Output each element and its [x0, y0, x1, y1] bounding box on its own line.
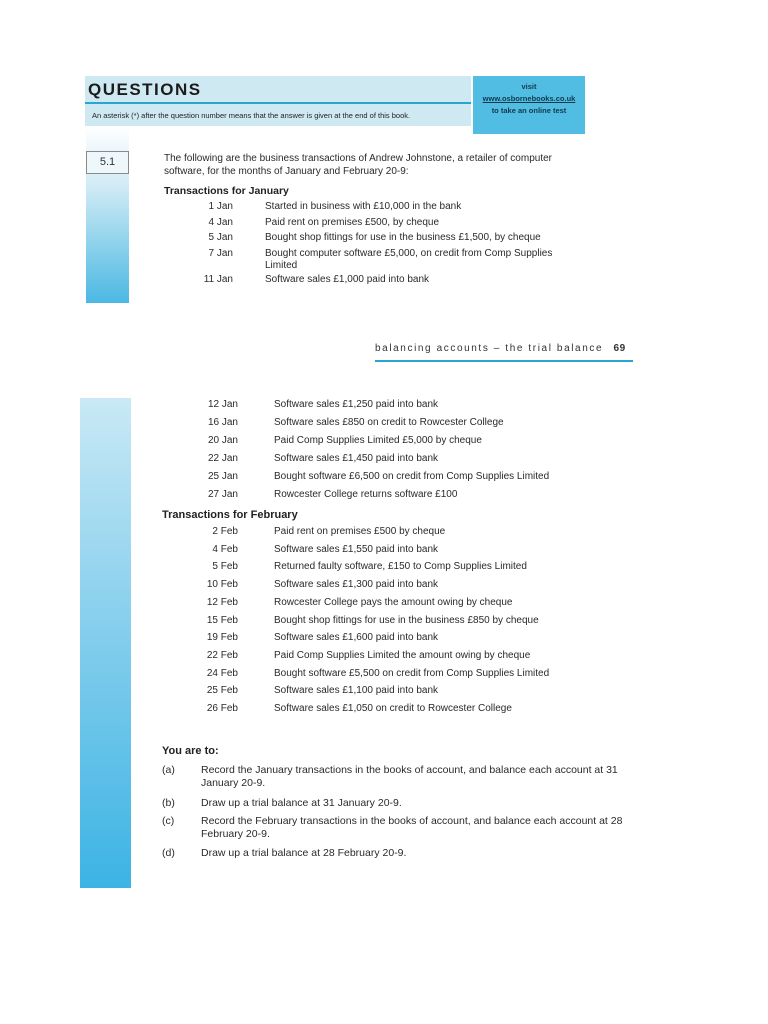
section-title: balancing accounts – the trial balance [375, 343, 604, 354]
asterisk-note: An asterisk (*) after the question number means that the answer is given at the end of this book. [92, 111, 411, 120]
header-rule [85, 102, 471, 104]
task-label: (b) [162, 797, 175, 809]
transaction-date: 22 Jan [207, 453, 238, 464]
side-accent-bar-bottom [80, 398, 131, 888]
transaction-date: 2 Feb [212, 526, 238, 537]
transaction-description: Paid Comp Supplies Limited the amount owing by cheque [274, 649, 531, 661]
transaction-date: 16 Jan [207, 417, 238, 428]
transaction-description: Started in business with £10,000 in the bank [265, 201, 462, 212]
transaction-date: 20 Jan [207, 435, 238, 446]
question-number: 5.1 [86, 151, 129, 174]
transaction-date: 5 Feb [212, 561, 238, 573]
transaction-date: 27 Jan [207, 489, 238, 500]
task-text: Record the February transactions in the books of account, and balance each account at 28 February 20-9. [201, 815, 623, 840]
transaction-date: 7 Jan [208, 247, 233, 259]
transaction-date: 4 Feb [212, 543, 238, 555]
question-intro: The following are the business transactions of Andrew Johnstone, a retailer of computer software, for the months of January and February 20-9: [164, 153, 552, 177]
transaction-description: Returned faulty software, £150 to Comp Supplies Limited [274, 561, 527, 573]
transaction-description: Software sales £1,300 paid into bank [274, 579, 438, 591]
transaction-date: 11 Jan [203, 273, 233, 285]
transaction-description: Software sales £1,000 paid into bank [265, 273, 429, 285]
transaction-description: Rowcester College returns software £100 [274, 489, 458, 500]
visit-label: visit [521, 82, 537, 91]
task-label: (d) [162, 847, 175, 859]
task-label: (a) [162, 764, 175, 776]
transaction-description: Software sales £1,600 paid into bank [274, 632, 438, 644]
transaction-description: Software sales £1,250 paid into bank [274, 399, 438, 410]
transaction-date: 4 Jan [208, 216, 233, 228]
transaction-date: 22 Feb [206, 649, 238, 661]
website-link[interactable]: www.osbornebooks.co.uk [482, 94, 576, 103]
transaction-date: 24 Feb [206, 667, 238, 679]
transaction-description: Bought software £5,500 on credit from Comp Supplies Limited [274, 667, 550, 679]
transaction-date: 12 Feb [206, 596, 238, 608]
transaction-date: 15 Feb [206, 614, 238, 626]
transaction-description: Bought computer software £5,000, on credit from Comp Supplies Limited [265, 247, 553, 271]
online-test-box [473, 76, 585, 134]
transaction-date: 19 Feb [206, 632, 238, 644]
transaction-description: Paid Comp Supplies Limited £5,000 by cheque [274, 435, 482, 446]
task-text: Draw up a trial balance at 28 February 20-9. [201, 847, 407, 859]
transaction-description: Paid rent on premises £500 by cheque [274, 526, 446, 537]
january-heading: Transactions for January [164, 185, 289, 197]
tasks-heading: You are to: [162, 745, 219, 757]
transaction-date: 26 Feb [206, 703, 238, 714]
running-footer [375, 343, 626, 354]
task-text: Draw up a trial balance at 31 January 20-9. [201, 797, 402, 809]
transaction-date: 5 Jan [208, 232, 233, 243]
online-test-label: to take an online test [491, 106, 567, 115]
transaction-date: 1 Jan [208, 201, 233, 212]
transaction-description: Software sales £1,050 on credit to Rowcester College [274, 703, 512, 714]
transaction-description: Software sales £850 on credit to Rowcester College [274, 417, 504, 428]
transaction-description: Bought software £6,500 on credit from Comp Supplies Limited [274, 471, 550, 482]
transaction-description: Software sales £1,450 paid into bank [274, 453, 438, 464]
page-number: 69 [613, 343, 626, 354]
february-heading: Transactions for February [162, 509, 298, 521]
page-title: QUESTIONS [88, 80, 202, 99]
transaction-description: Bought shop fittings for use in the business £1,500, by cheque [265, 232, 541, 243]
transaction-description: Paid rent on premises £500, by cheque [265, 216, 439, 228]
transaction-date: 10 Feb [206, 579, 238, 591]
transaction-date: 25 Jan [207, 471, 238, 482]
task-label: (c) [162, 815, 175, 827]
task-text: Record the January transactions in the books of account, and balance each account at 31 January 20-9. [201, 764, 618, 789]
footer-rule [375, 360, 633, 362]
transaction-description: Rowcester College pays the amount owing by cheque [274, 596, 513, 608]
transaction-date: 12 Jan [207, 399, 238, 410]
transaction-date: 25 Feb [206, 685, 238, 697]
transaction-description: Software sales £1,100 paid into bank [274, 685, 438, 697]
transaction-description: Software sales £1,550 paid into bank [274, 543, 438, 555]
transaction-description: Bought shop fittings for use in the business £850 by cheque [274, 614, 539, 626]
